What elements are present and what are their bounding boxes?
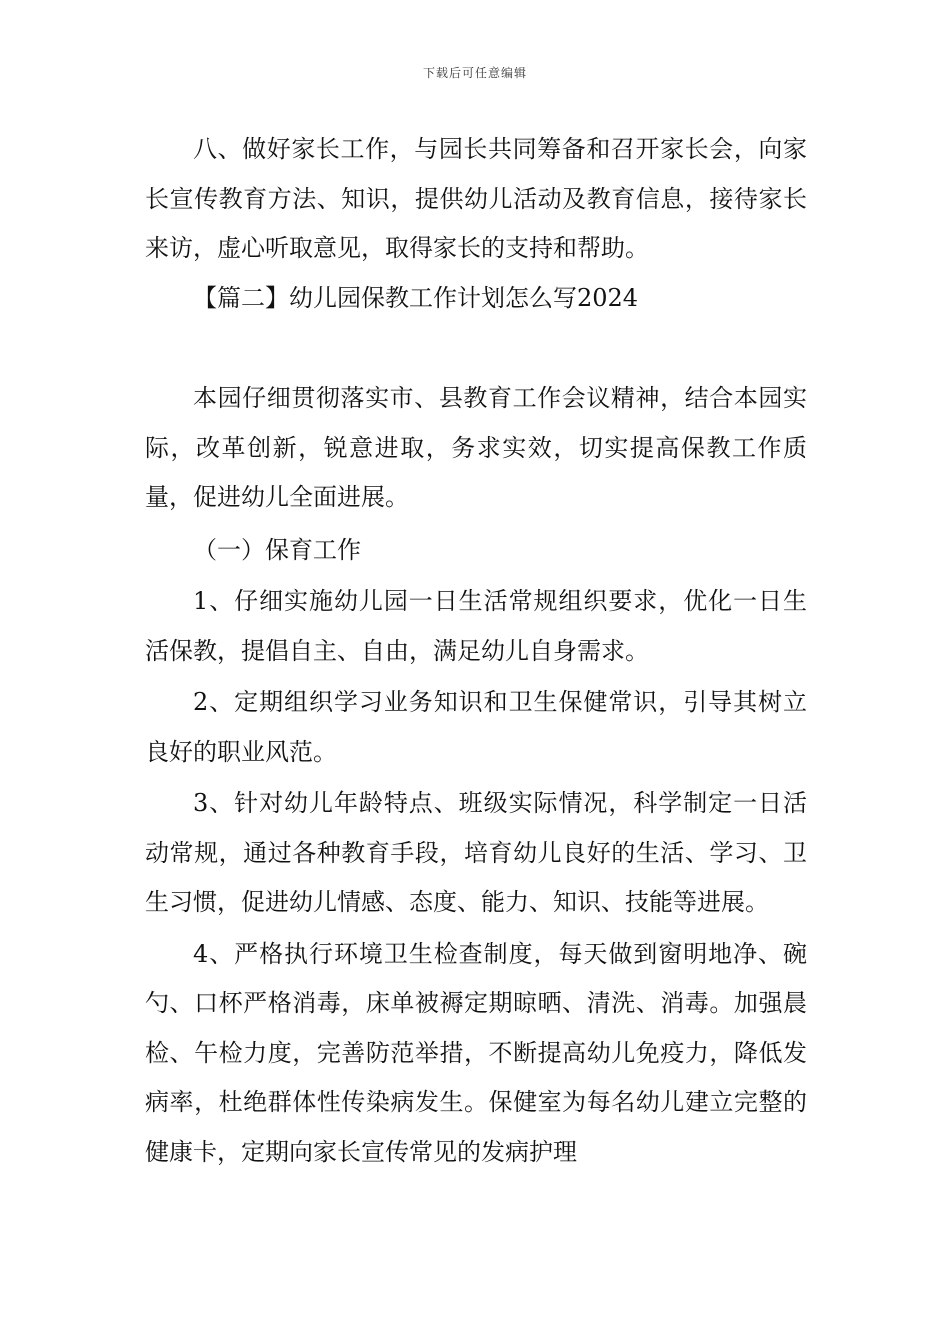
list-item: 1、仔细实施幼儿园一日生活常规组织要求，优化一日生活保教，提倡自主、自由，满足幼儿自身需求。: [145, 587, 807, 665]
list-item: 2、定期组织学习业务知识和卫生保健常识，引导其树立良好的职业风范。: [145, 688, 807, 766]
list-item: 3、针对幼儿年龄特点、班级实际情况，科学制定一日活动常规，通过各种教育手段，培育幼儿良好的生活、学习、卫生习惯，促进幼儿情感、态度、能力、知识、技能等进展。: [145, 789, 807, 916]
sub-heading-care-work: （一）保育工作: [193, 535, 361, 564]
blank-line: [145, 323, 807, 374]
paragraph-intro: 本园仔细贯彻落实市、县教育工作会议精神，结合本园实际，改革创新，锐意进取，务求实效，切实提高保教工作质量，促进幼儿全面进展。: [145, 384, 807, 511]
section-title: 【篇二】幼儿园保教工作计划怎么写2024: [193, 283, 639, 312]
page-header-watermark: 下载后可任意编辑: [422, 66, 527, 80]
document-body: [145, 125, 807, 1177]
paragraph-parent-work: 八、做好家长工作，与园长共同筹备和召开家长会，向家长宣传教育方法、知识，提供幼儿活动及教育信息，接待家长来访，虚心听取意见，取得家长的支持和帮助。: [145, 135, 807, 262]
list-item: 4、严格执行环境卫生检查制度，每天做到窗明地净、碗勺、口杯严格消毒，床单被褥定期晾晒、清洗、消毒。加强晨检、午检力度，完善防范举措，不断提高幼儿免疫力，降低发病率，杜绝群体性传染病发生。保健室为每名幼儿建立完整的健康卡，定期向家长宣传常见的发病护理: [145, 939, 807, 1166]
